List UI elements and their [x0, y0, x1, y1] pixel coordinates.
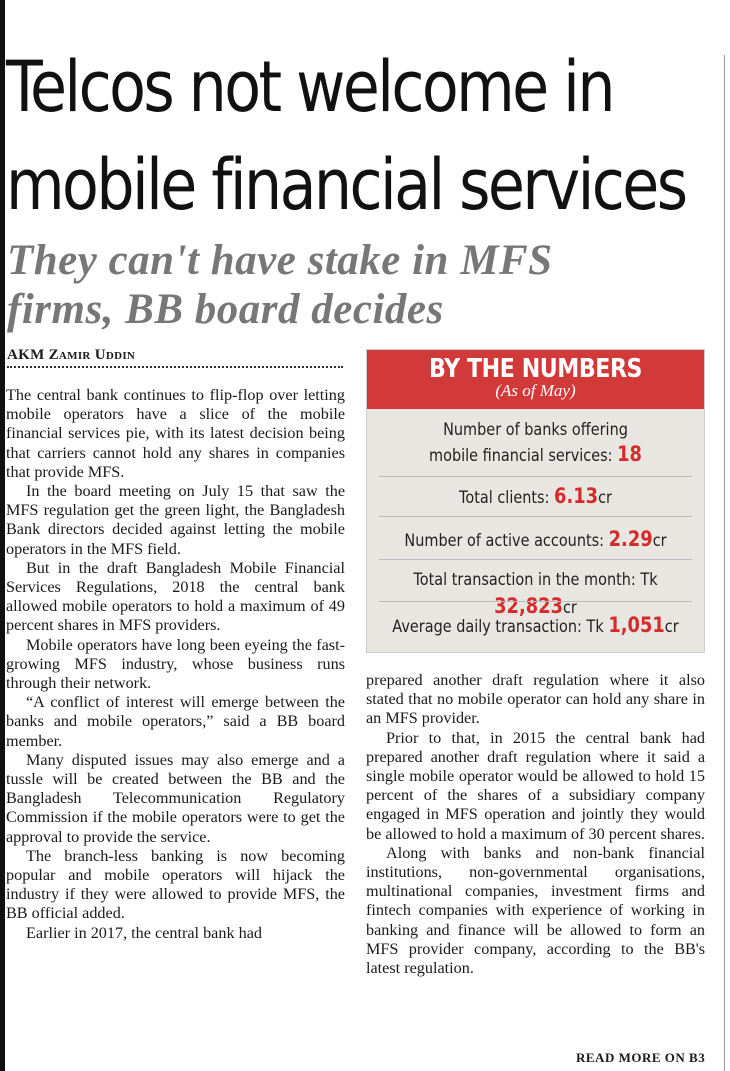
paragraph: Earlier in 2017, the central bank had: [26, 923, 262, 942]
stat-divider: [379, 559, 692, 560]
stat-value: 6.13: [554, 484, 599, 508]
subheadline-line-2: firms, BB board decides: [7, 286, 444, 333]
stat-divider: [379, 476, 692, 477]
paragraph: Mobile operators have long been eyeing the fast-growing MFS industry, whose business runs through their network.: [6, 635, 345, 693]
byline: AKM Zamir Uddin: [7, 347, 136, 363]
paragraph: Along with banks and non-bank financial institutions, non-governmental organisations, multinational companies, investment firms and fintech companies with experience of working in banking and finance will be allowed to form an MFS provider company, according to the BB's latest regulation.: [366, 843, 705, 978]
stat-label: Total clients:: [459, 488, 555, 508]
stat-unit: cr: [652, 531, 667, 551]
article-column-right: [366, 671, 705, 978]
by-the-numbers-box: [366, 349, 705, 653]
headline-line-1: Telcos not welcome in: [6, 46, 613, 128]
stat-label: Number of active accounts:: [404, 531, 609, 551]
stat-unit: cr: [664, 617, 679, 637]
stat-label-line: Number of banks offering: [443, 420, 628, 440]
paragraph: Many disputed issues may also emerge and a tussle will be created between the BB and the Bangladesh Telecommunication Regulatory Commission if the mobile operators were to get the approval to provide the service.: [6, 750, 345, 846]
left-edge-bar: [0, 0, 5, 1071]
box-title: BY THE NUMBERS: [428, 354, 643, 384]
stat-daily-transaction: [392, 612, 678, 640]
stat-value: 18: [617, 442, 642, 466]
paragraph: “A conflict of interest will emerge between the banks and mobile operators,” said a BB board member.: [6, 693, 345, 750]
stat-unit: cr: [598, 488, 612, 508]
stat-label: mobile financial services:: [429, 446, 618, 466]
box-subtitle: (As of May): [495, 381, 576, 400]
stat-divider: [379, 601, 692, 602]
headline-line-2: mobile financial services: [6, 144, 686, 226]
box-header: [367, 350, 704, 409]
paragraph: Prior to that, in 2015 the central bank had prepared another draft regulation where it said a single mobile operator would be allowed to hold 15 percent of the shares of a subsidiary company engaged in MFS operation and jointly they would be allowed to hold a maximum of 30 percent shares.: [366, 728, 705, 843]
paragraph: The branch-less banking is now becoming popular and mobile operators will hijack the industry if they were allowed to provide MFS, the BB official added.: [6, 846, 345, 923]
paragraph: But in the draft Bangladesh Mobile Financial Services Regulations, 2018 the central bank allowed mobile operators to hold a maximum of 49 percent shares in MFS providers.: [6, 558, 345, 635]
stat-value: 32,823: [494, 594, 563, 618]
stat-label: Average daily transaction: Tk: [392, 617, 609, 637]
headline: [6, 38, 686, 234]
dotted-divider: [7, 366, 343, 368]
paragraph: The central bank continues to flip-flop over letting mobile operators have a slice of the mobile financial services pie, with its latest decision being that carriers cannot hold any shares in companies that provide MFS.: [6, 386, 345, 481]
article-column-left: [6, 386, 345, 943]
column-rule: [724, 55, 725, 1071]
stat-clients: [392, 483, 678, 511]
paragraph: prepared another draft regulation where it also stated that no mobile operator can hold any share in an MFS provider.: [366, 671, 705, 728]
read-more-link[interactable]: READ MORE ON B3: [576, 1050, 706, 1065]
subheadline: [7, 236, 607, 334]
stat-divider: [379, 516, 692, 517]
stat-banks: [392, 418, 678, 468]
stat-unit: cr: [562, 598, 577, 618]
stat-value: 2.29: [608, 527, 653, 551]
subheadline-line-1: They can't have stake in MFS: [7, 237, 553, 284]
stat-value: 1,051: [608, 613, 665, 637]
stat-label: Total transaction in the month: Tk: [413, 570, 658, 590]
paragraph: In the board meeting on July 15 that saw the MFS regulation get the green light, the Bangladesh Bank directors decided against letting the mobile operators in the MFS field.: [6, 482, 345, 558]
stat-active-accounts: [392, 526, 678, 554]
